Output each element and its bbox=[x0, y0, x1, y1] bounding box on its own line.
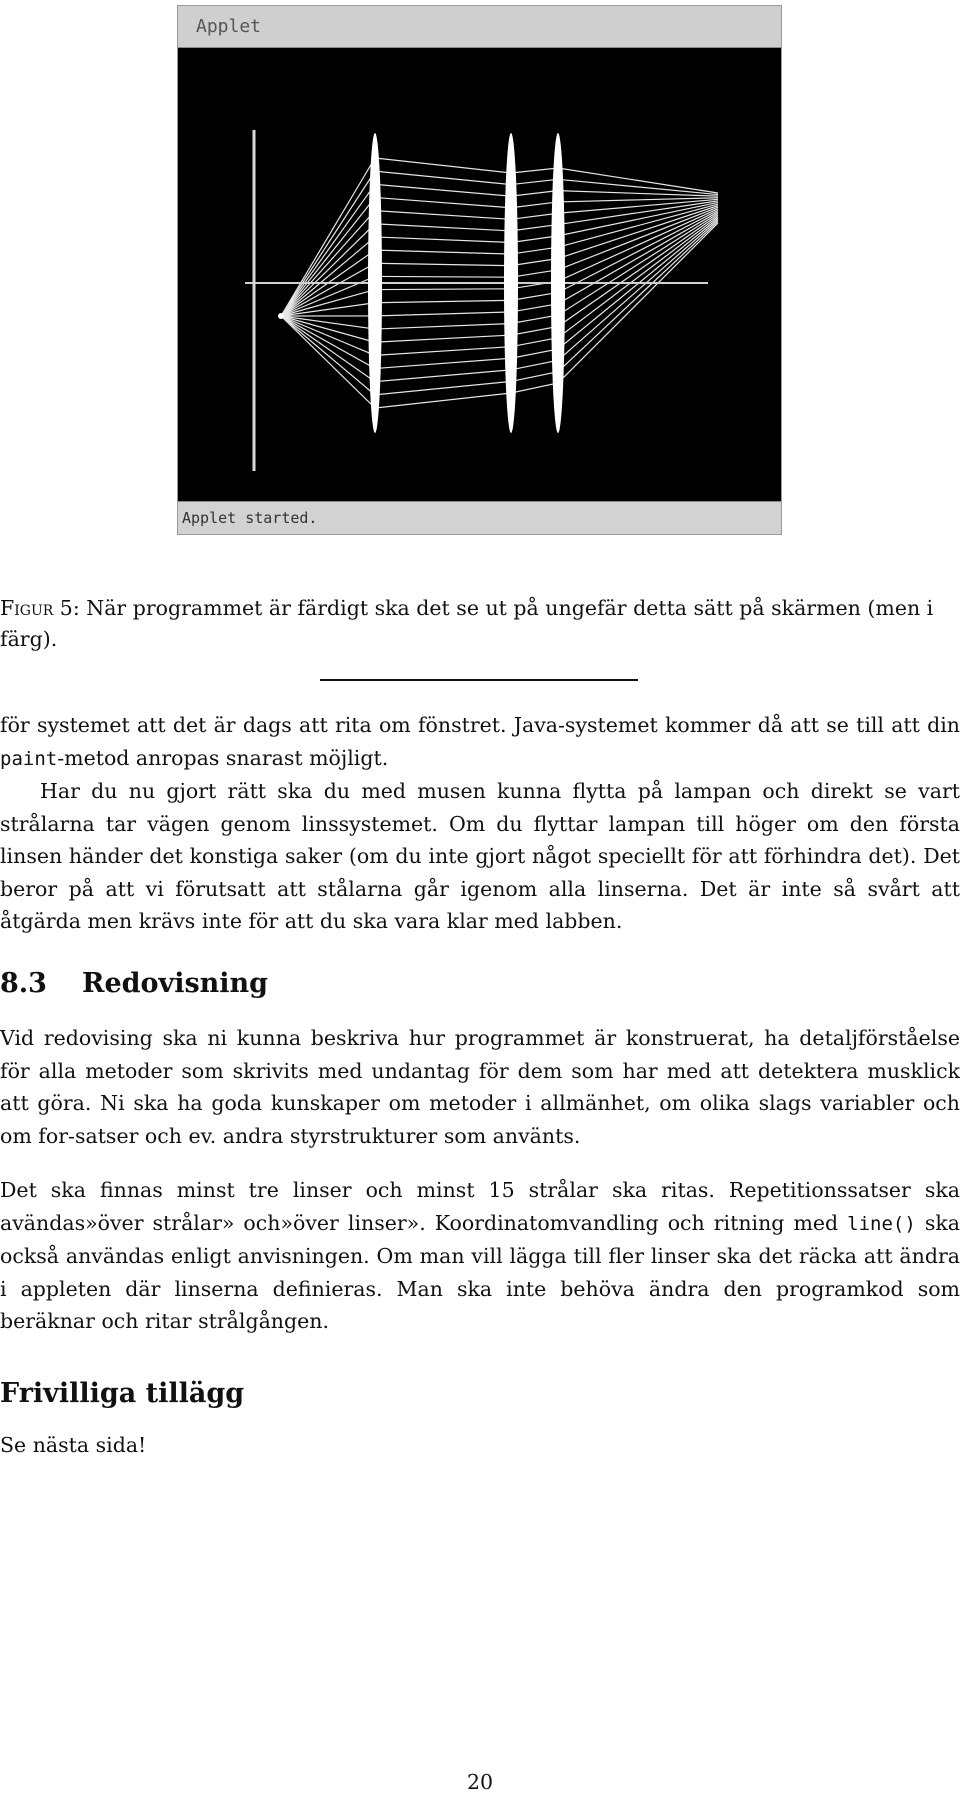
caption-label: Figur 5: bbox=[0, 596, 80, 620]
code-paint: paint bbox=[0, 747, 58, 770]
paragraph-1: för systemet att det är dags att rita om fönstret. Java-systemet kommer då att se till att din paint-metod anropas snarast möjligt. bbox=[0, 713, 960, 770]
ray-diagram bbox=[178, 48, 781, 503]
light-ray bbox=[281, 210, 718, 316]
applet-canvas bbox=[178, 48, 781, 503]
light-ray bbox=[281, 218, 718, 368]
section-heading bbox=[0, 968, 268, 999]
light-ray bbox=[281, 158, 718, 316]
section-number: 8.3 bbox=[0, 968, 47, 999]
code-line: line() bbox=[847, 1212, 916, 1235]
light-ray bbox=[281, 202, 718, 316]
page-number: 20 bbox=[466, 1770, 494, 1794]
figure-caption bbox=[0, 593, 960, 655]
body-text-block bbox=[0, 709, 960, 938]
section-paragraph-2: Det ska finnas minst tre linser och minst 15 strålar ska ritas. Repetitionssatser ska avändas»över strålar» och»över linser». Koordinatomvandling och ritning med line() ska också användas enligt anvisningen. Om man vill lägga till fler linser ska det räcka att ändra i appleten där linserna definieras. Man ska inte behöva ändra den programkod som beräknar och ritar strålgången. bbox=[0, 1178, 960, 1333]
section-paragraph-1: Vid redovising ska ni kunna beskriva hur programmet är konstruerat, ha detaljförståelse för alla metoder som skrivits med undantag för dem som har med att detektera musklick att göra. Ni ska ha goda kunskaper om metoder i allmänhet, om olika slags variabler och om for-satser och ev. andra styrstrukturer som använts. bbox=[0, 1026, 960, 1148]
lens-1 bbox=[368, 133, 382, 433]
caption-text: När programmet är färdigt ska det se ut på ungefär detta sätt på skärmen (men i färg). bbox=[0, 596, 934, 651]
light-ray bbox=[281, 199, 718, 316]
lens-3 bbox=[551, 133, 565, 433]
subsection-text: Se nästa sida! bbox=[0, 1433, 147, 1457]
lamp bbox=[278, 313, 284, 319]
section-body bbox=[0, 1022, 960, 1338]
lens-2 bbox=[504, 133, 518, 433]
applet-titlebar: Applet bbox=[178, 6, 781, 48]
applet-window bbox=[177, 5, 782, 535]
paragraph-2: Har du nu gjort rätt ska du med musen kunna flytta på lampan och direkt se vart strålarna tar vägen genom linssystemet. Om du flyttar lampan till höger om den första linsen händer det konstiga saker (om du inte gjort något speciellt för att förhindra det). Det beror på att vi förutsatt att stålarna går igenom alla linserna. Det är inte så svårt att åtgärda men krävs inte för att du ska vara klar med labben. bbox=[0, 779, 960, 933]
section-title: Redovisning bbox=[82, 968, 269, 999]
applet-status-bar: Applet started. bbox=[178, 501, 781, 534]
subsection-heading: Frivilliga tillägg bbox=[0, 1378, 245, 1409]
separator-rule bbox=[320, 679, 638, 681]
light-ray bbox=[281, 221, 718, 394]
